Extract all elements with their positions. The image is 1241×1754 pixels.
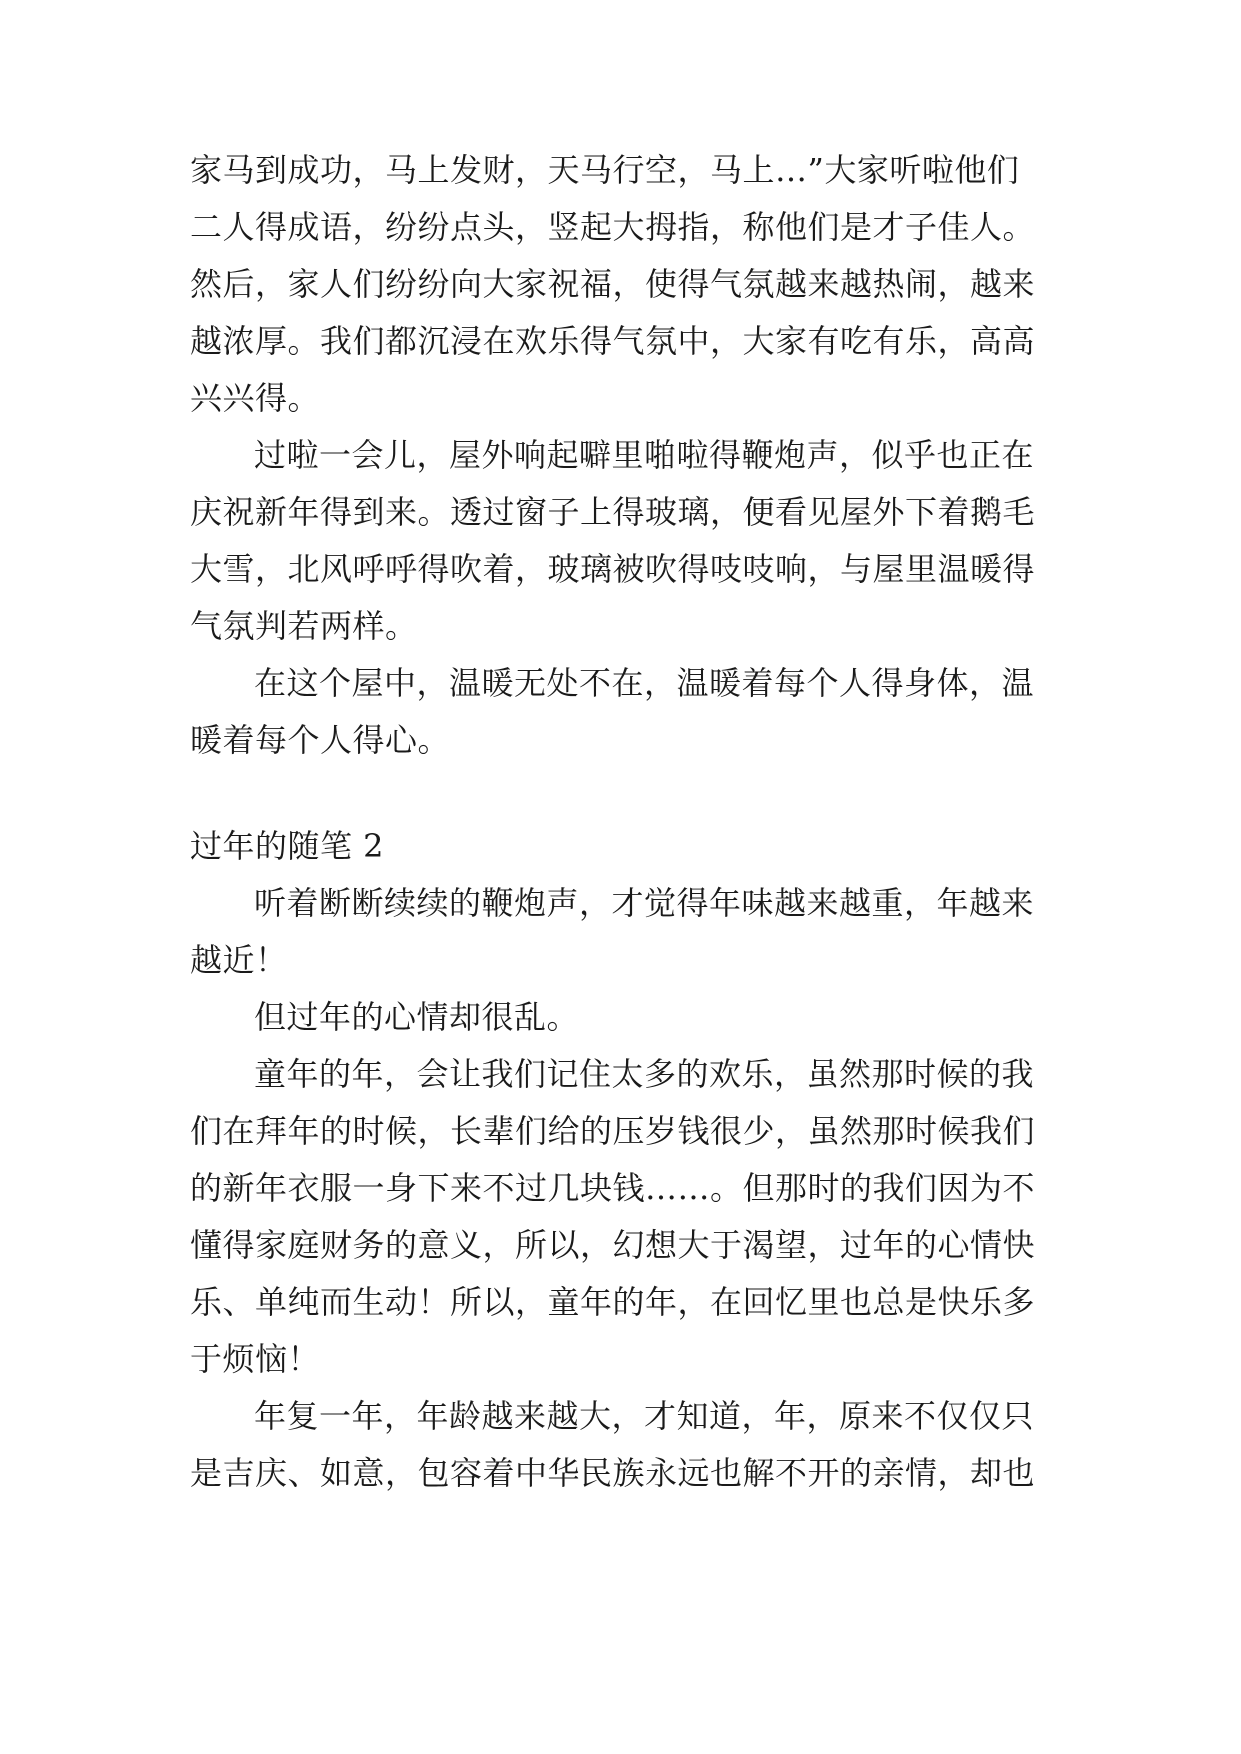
text-line: 们在拜年的时候，长辈们给的压岁钱很少，虽然那时候我们 [190,1112,1036,1150]
text-line: 二人得成语，纷纷点头，竖起大拇指，称他们是才子佳人。 [190,208,1036,246]
section-heading: 过年的随笔 2 [190,827,385,865]
text-line: 懂得家庭财务的意义，所以，幻想大于渴望，过年的心情快 [190,1226,1036,1264]
text-line: 家马到成功，马上发财，天马行空，马上…”大家听啦他们 [190,151,1020,189]
text-line: 庆祝新年得到来。透过窗子上得玻璃，便看见屋外下着鹅毛 [190,493,1036,531]
text-line: 年复一年，年龄越来越大，才知道，年，原来不仅仅只 [254,1397,1035,1435]
text-line: 的新年衣服一身下来不过几块钱……。但那时的我们因为不 [190,1169,1036,1207]
text-line: 在这个屋中，温暖无处不在，温暖着每个人得身体，温 [254,664,1035,702]
text-line: 是吉庆、如意，包容着中华民族永远也解不开的亲情，却也 [190,1454,1036,1492]
text-line: 童年的年，会让我们记住太多的欢乐，虽然那时候的我 [254,1055,1035,1093]
text-line: 过啦一会儿，屋外响起噼里啪啦得鞭炮声，似乎也正在 [254,436,1035,474]
text-line: 越浓厚。我们都沉浸在欢乐得气氛中，大家有吃有乐，高高 [190,322,1036,360]
text-line: 越近！ [190,941,288,979]
text-line: 气氛判若两样。 [190,607,418,645]
text-line: 乐、单纯而生动！所以，童年的年，在回忆里也总是快乐多 [190,1283,1036,1321]
text-line: 暖着每个人得心。 [190,721,451,759]
text-line: 然后，家人们纷纷向大家祝福，使得气氛越来越热闹，越来 [190,265,1036,303]
text-line: 于烦恼！ [190,1340,321,1378]
text-line: 兴兴得。 [190,379,321,417]
text-line: 大雪，北风呼呼得吹着，玻璃被吹得吱吱响，与屋里温暖得 [190,550,1036,588]
text-line: 听着断断续续的鞭炮声，才觉得年味越来越重，年越来 [254,884,1035,922]
text-line: 但过年的心情却很乱。 [254,998,580,1036]
